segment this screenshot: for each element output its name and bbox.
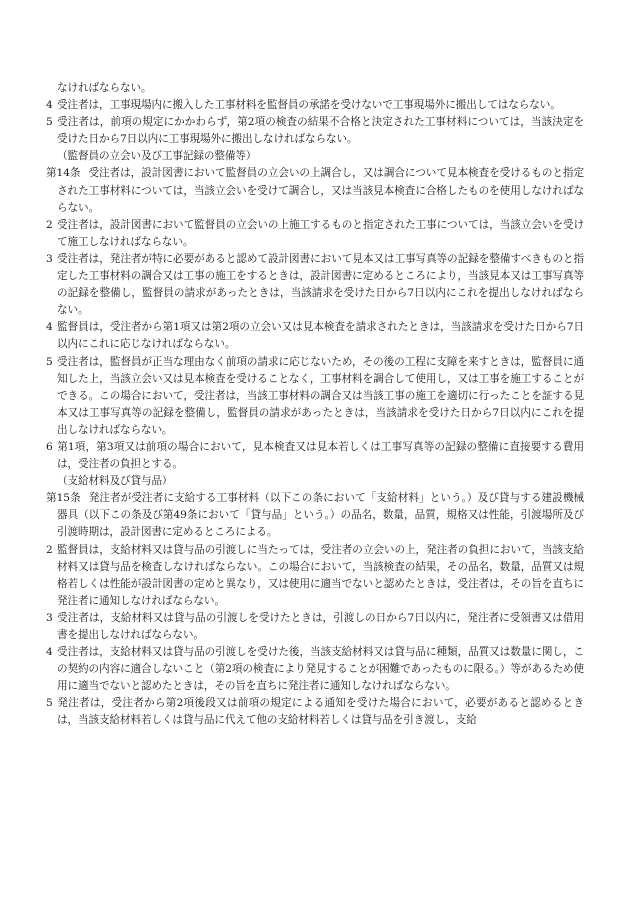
paragraph-number: 4 [46, 321, 53, 334]
paragraph-text: 第1項，第3項又は前項の場合において，見本検査又は見本若しくは工事写真等の記録の整備に直接要する費用は，受注者の負担とする。 [57, 440, 584, 471]
paragraph-number: 3 [46, 611, 53, 624]
article-14-paragraph-5 [46, 354, 584, 439]
paragraph-text: 発注者が受注者に支給する工事材料（以下この条において「支給材料」という。）及び貸与する建設機械器具（以下この条及び第49条において「貸与品」という。）の品名，数量，品質，規格又は性能，引渡場所及び引渡時期は，設計図書に定めるところによる。 [57, 492, 584, 539]
paragraph-number: 5 [46, 355, 53, 368]
article-14-paragraph-3 [46, 251, 584, 319]
article-15-paragraph-5 [46, 695, 584, 729]
paragraph-text: 受注者は，支給材料又は貸与品の引渡しを受けたときは，引渡しの日から7日以内に，発注者に受領書又は借用書を提出しなければならない。 [57, 611, 584, 641]
paragraph-continuation [46, 80, 584, 97]
article-15-heading: （支給材料及び貸与品） [57, 475, 173, 488]
paragraph-text: 監督員は，受注者から第1項又は第2項の立会い又は見本検査を請求されたときは，当該請求を受けた日から7日以内にこれに応じなければならない。 [57, 321, 584, 351]
article-number: 第15条 [46, 492, 81, 505]
article-number: 第14条 [46, 167, 81, 180]
paragraph-number: 5 [46, 116, 53, 129]
paragraph-text: 受注者は，設計図書において監督員の立会いの上施工するものと指定された工事については，当該立会いを受けて施工しなければならない。 [57, 218, 584, 248]
article-15-paragraph-2 [46, 542, 584, 610]
paragraph-13-4 [46, 97, 584, 114]
paragraph-13-5 [46, 114, 584, 148]
paragraph-text: なければならない。 [57, 82, 152, 94]
paragraph-number: 2 [46, 543, 53, 556]
paragraph-number: 2 [46, 218, 53, 231]
paragraph-text: 受注者は，発注者が特に必要があると認めて設計図書において見本又は工事写真等の記録を整備すべきものと指定した工事材料の調合又は工事の施工をするときは，設計図書に定めるところにより，当該見本又は工事写真等の記録を整備し，監督員の請求があったときは，当該請求を受けた日から7日以内にこれを提出しなければならない。 [57, 252, 584, 317]
paragraph-text: 監督員は，支給材料又は貸与品の引渡しに当たっては，受注者の立会いの上，発注者の負担において，当該支給材料又は貸与品を検査しなければならない。この場合において，当該検査の結果，その品名，数量，品質又は規格若しくは性能が設計図書の定めと異なり，又は使用に適当でないと認めたときは，受注者は，その旨を直ちに発注者に通知しなければならない。 [57, 543, 584, 607]
paragraph-text: 発注者は，受注者から第2項後段又は前項の規定による通知を受けた場合において，必要があると認めるときは，当該支給材料若しくは貸与品に代えて他の支給材料若しくは貸与品を引き渡し，支給 [57, 697, 584, 727]
paragraph-number: 4 [46, 646, 53, 659]
article-15-paragraph-1 [46, 490, 584, 541]
article-14-paragraph-4 [46, 319, 584, 353]
article-15-paragraph-3 [46, 610, 584, 644]
article-14-heading: （監督員の立会い及び工事記録の整備等） [57, 150, 257, 163]
document-body [46, 80, 584, 730]
paragraph-text: 受注者は，支給材料又は貸与品の引渡しを受けた後，当該支給材料又は貸与品に種類，品質又は数量に関し，この契約の内容に適合しないこと（第2項の検査により発見することが困難であったものに限る。）等があるため使用に適当でないと認めたときは，その旨を直ちに発注者に通知しなければならない。 [57, 646, 584, 693]
paragraph-text: 受注者は，工事現場内に搬入した工事材料を監督員の承諾を受けないで工事現場外に搬出してはならない。 [57, 99, 561, 112]
article-14-paragraph-2 [46, 217, 584, 251]
paragraph-text: 受注者は，前項の規定にかかわらず，第2項の検査の結果不合格と決定された工事材料については，当該決定を受けた日から7日以内に工事現場外に搬出しなければならない。 [57, 116, 584, 146]
paragraph-text: 受注者は，設計図書において監督員の立会いの上調合し，又は調合について見本検査を受けるものと指定された工事材料については，当該立会いを受けて調合し，又は当該見本検査に合格したものを使用しなければならない。 [57, 167, 584, 214]
article-15-paragraph-4 [46, 644, 584, 695]
paragraph-number: 6 [46, 440, 53, 453]
paragraph-number: 3 [46, 252, 53, 265]
article-14-paragraph-1 [46, 165, 584, 216]
article-14-paragraph-6 [46, 439, 584, 473]
paragraph-number: 4 [46, 99, 53, 112]
paragraph-number: 5 [46, 697, 53, 710]
paragraph-text: 受注者は，監督員が正当な理由なく前項の請求に応じないため，その後の工程に支障を来すときは，監督員に通知した上，当該立会い又は見本検査を受けることなく，工事材料を調合して使用し，又は工事を施工することができる。この場合において，受注者は，当該工事材料の調合又は当該工事の施工を適切に行ったことを証する見本又は工事写真等の記録を整備し，監督員の請求があったときは，当該請求を受けた日から7日以内にこれを提出しなければならない。 [57, 355, 584, 436]
